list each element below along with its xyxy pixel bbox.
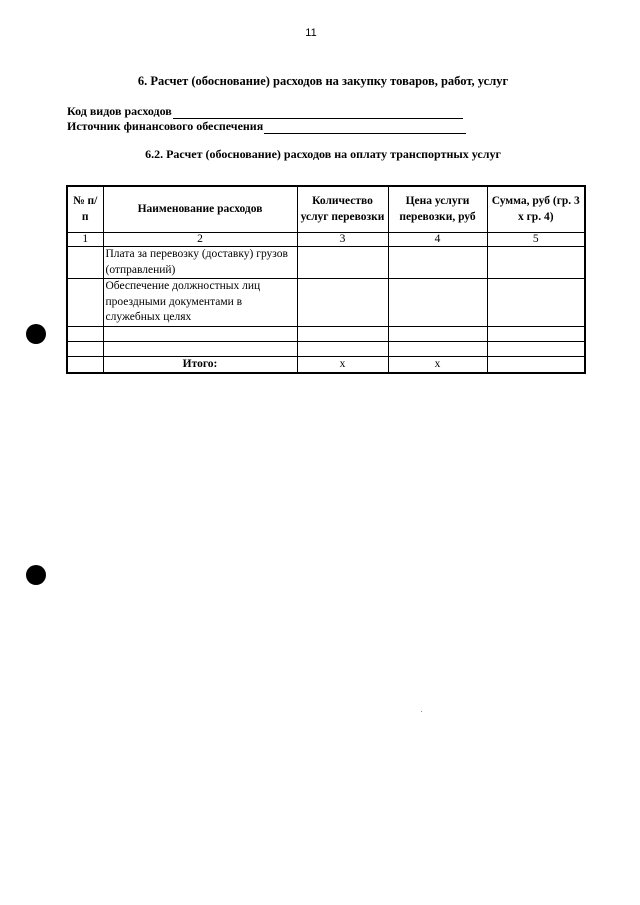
price-cell[interactable] (388, 279, 487, 327)
column-number-row (67, 233, 585, 247)
quantity-cell[interactable] (297, 341, 388, 356)
table-row (67, 326, 585, 341)
binder-hole-mark (26, 324, 46, 344)
section-title: 6. Расчет (обоснование) расходов на закупку товаров, работ, услуг (137, 74, 509, 88)
total-number-cell (67, 356, 103, 373)
table-row (67, 341, 585, 356)
row-number-cell[interactable] (67, 279, 103, 327)
column-number: 2 (103, 233, 297, 247)
column-number: 1 (67, 233, 103, 247)
expense-name-cell: Обеспечение должностных лиц проездными документами в служебных целях (103, 279, 297, 327)
quantity-cell[interactable] (297, 279, 388, 327)
price-cell[interactable] (388, 326, 487, 341)
expense-name-cell[interactable] (103, 326, 297, 341)
sum-cell[interactable] (487, 326, 585, 341)
expense-code-field (67, 104, 463, 119)
expense-name-cell: Плата за перевозку (доставку) грузов (отправлений) (103, 247, 297, 279)
column-number: 4 (388, 233, 487, 247)
total-sum-cell[interactable] (487, 356, 585, 373)
total-quantity-cell: х (297, 356, 388, 373)
table-row (67, 279, 585, 327)
total-row (67, 356, 585, 373)
total-price-cell: х (388, 356, 487, 373)
funding-source-blank[interactable] (264, 122, 466, 134)
subsection-title: 6.2. Расчет (обоснование) расходов на оплату транспортных услуг (145, 147, 501, 161)
table-header-row (67, 186, 585, 233)
header-quantity: Количество услуг перевозки (297, 186, 388, 233)
table-row (67, 247, 585, 279)
expense-code-blank[interactable] (173, 107, 463, 119)
price-cell[interactable] (388, 247, 487, 279)
funding-source-field (67, 119, 466, 134)
sum-cell[interactable] (487, 247, 585, 279)
quantity-cell[interactable] (297, 247, 388, 279)
price-cell[interactable] (388, 341, 487, 356)
scan-speck (421, 711, 422, 712)
header-price: Цена услуги перевозки, руб (388, 186, 487, 233)
transport-costs-table (66, 185, 586, 374)
header-expense-name: Наименование расходов (103, 186, 297, 233)
page-number: 11 (305, 27, 317, 39)
binder-hole-mark (26, 565, 46, 585)
row-number-cell[interactable] (67, 247, 103, 279)
quantity-cell[interactable] (297, 326, 388, 341)
sum-cell[interactable] (487, 279, 585, 327)
total-label: Итого: (103, 356, 297, 373)
header-sum: Сумма, руб (гр. 3 х гр. 4) (487, 186, 585, 233)
column-number: 5 (487, 233, 585, 247)
funding-source-label: Источник финансового обеспечения (67, 119, 264, 133)
sum-cell[interactable] (487, 341, 585, 356)
row-number-cell[interactable] (67, 326, 103, 341)
column-number: 3 (297, 233, 388, 247)
expense-code-label: Код видов расходов (67, 104, 172, 118)
expense-name-cell[interactable] (103, 341, 297, 356)
header-number: № п/п (67, 186, 103, 233)
row-number-cell[interactable] (67, 341, 103, 356)
